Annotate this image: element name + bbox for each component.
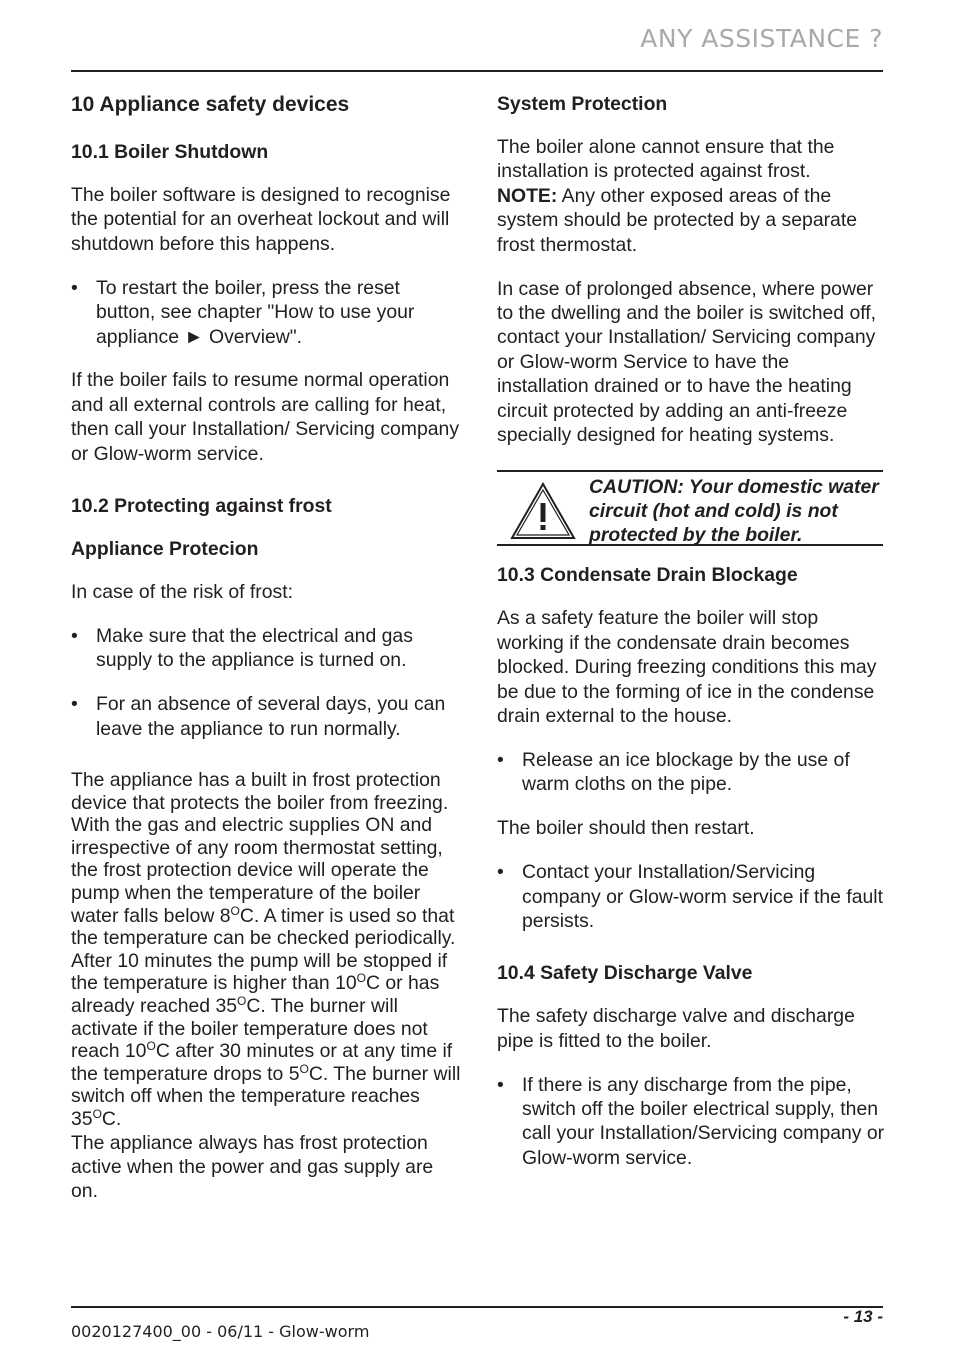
paragraph: If the boiler fails to resume normal operation and all external controls are calling for heat, then call your Installation/ Servicing company or Glow-worm service.	[71, 369, 460, 465]
frost-protection-paragraph	[71, 769, 463, 1131]
frost-text: C. The burner will activate if the boiler temperature does not reach 10	[71, 995, 428, 1063]
degree-symbol: O	[92, 1107, 102, 1121]
list-item: • Contact your Installation/Servicing company or Glow-worm service if the fault persists.	[497, 860, 885, 933]
warning-triangle-icon	[497, 481, 589, 541]
section-heading-boiler-shutdown: 10.1 Boiler Shutdown	[71, 141, 269, 163]
right-column	[497, 92, 885, 1190]
list-item: • Make sure that the electrical and gas supply to the appliance is turned on.	[71, 624, 463, 673]
bullet-list	[497, 860, 885, 933]
caution-text: CAUTION: Your domestic water circuit (hot and cold) is not protected by the boiler.	[589, 475, 879, 546]
bullet-list	[71, 624, 463, 741]
paragraph: In case of the risk of frost:	[71, 581, 294, 604]
bullet-list	[497, 1073, 885, 1171]
paragraph: The boiler software is designed to recognise the potential for an overheat lockout and will shutdown before this happens.	[71, 184, 451, 255]
list-item: • For an absence of several days, you can leave the appliance to run normally.	[71, 692, 463, 741]
left-column	[71, 92, 463, 1204]
degree-symbol: O	[230, 903, 240, 918]
frost-text: The appliance has a built in frost protection device that protects the boiler from freezing. With the gas and electric supplies ON and irrespective of any room thermostat setting, the frost protection device will operate the pump when the temperature of the boiler water falls below 8	[71, 769, 449, 927]
subheading-system-protection: System Protection	[497, 93, 668, 115]
paragraph: The appliance always has frost protection active when the power and gas supply are on.	[71, 1131, 434, 1203]
bullet-list	[71, 276, 463, 349]
caution-box	[497, 470, 883, 546]
paragraph: The safety discharge valve and discharge pipe is fitted to the boiler.	[497, 1005, 855, 1052]
paragraph: The boiler should then restart.	[497, 817, 755, 840]
note-label: NOTE:	[497, 184, 558, 207]
paragraph	[497, 135, 885, 257]
subheading-appliance-protection: Appliance Protecion	[71, 538, 259, 561]
page-number: - 13 -	[843, 1307, 883, 1326]
list-item: • If there is any discharge from the pipe, switch off the boiler electrical supply, then call your Installation/Servicing company or Glow-worm service.	[497, 1073, 885, 1171]
paragraph-text: The boiler alone cannot ensure that the installation is protected against frost.	[497, 136, 835, 183]
degree-symbol: O	[237, 994, 247, 1009]
document-reference: 0020127400_00 - 06/11 - Glow-worm	[71, 1322, 370, 1341]
header-divider	[71, 70, 883, 72]
list-item: • Release an ice blockage by the use of warm cloths on the pipe.	[497, 748, 885, 797]
degree-symbol: O	[356, 971, 366, 986]
note-text: Any other exposed areas of the system should be protected by a separate frost thermostat.	[497, 184, 858, 256]
paragraph: As a safety feature the boiler will stop working if the condensate drain becomes blocked. During freezing conditions this may be due to the forming of ice in the condense drain external to the house.	[497, 607, 877, 727]
degree-symbol: O	[146, 1039, 156, 1054]
paragraph: In case of prolonged absence, where power to the dwelling and the boiler is switched off, contact your Installation/ Servicing company or Glow-worm Service to have the installation drained or to have the heating circuit protected by adding an anti-freeze specially designed for heating systems.	[497, 277, 877, 446]
list-item: • To restart the boiler, press the reset button, see chapter "How to use your appliance ► Overview".	[71, 276, 463, 349]
frost-text: C.	[101, 1108, 122, 1130]
frost-text: C. A timer is used so that the temperature can be checked periodically. After 10 minutes the pump will be stopped if the temperature is higher than 10	[71, 904, 456, 995]
section-heading-discharge-valve: 10.4 Safety Discharge Valve	[497, 962, 753, 985]
header-title: ANY ASSISTANCE ?	[640, 24, 883, 53]
frost-text: C. The burner will switch off when the temperature reaches 35	[71, 1062, 461, 1130]
frost-text: C or has already reached 35	[71, 972, 440, 1018]
section-heading-frost: 10.2 Protecting against frost	[71, 495, 332, 518]
bullet-list	[497, 748, 885, 797]
chapter-title: 10 Appliance safety devices	[71, 93, 350, 116]
frost-text: C after 30 minutes or at any time if the temperature drops to 5	[71, 1040, 453, 1085]
footer-divider	[71, 1306, 883, 1308]
degree-symbol: O	[299, 1061, 309, 1076]
section-heading-condensate: 10.3 Condensate Drain Blockage	[497, 564, 798, 587]
